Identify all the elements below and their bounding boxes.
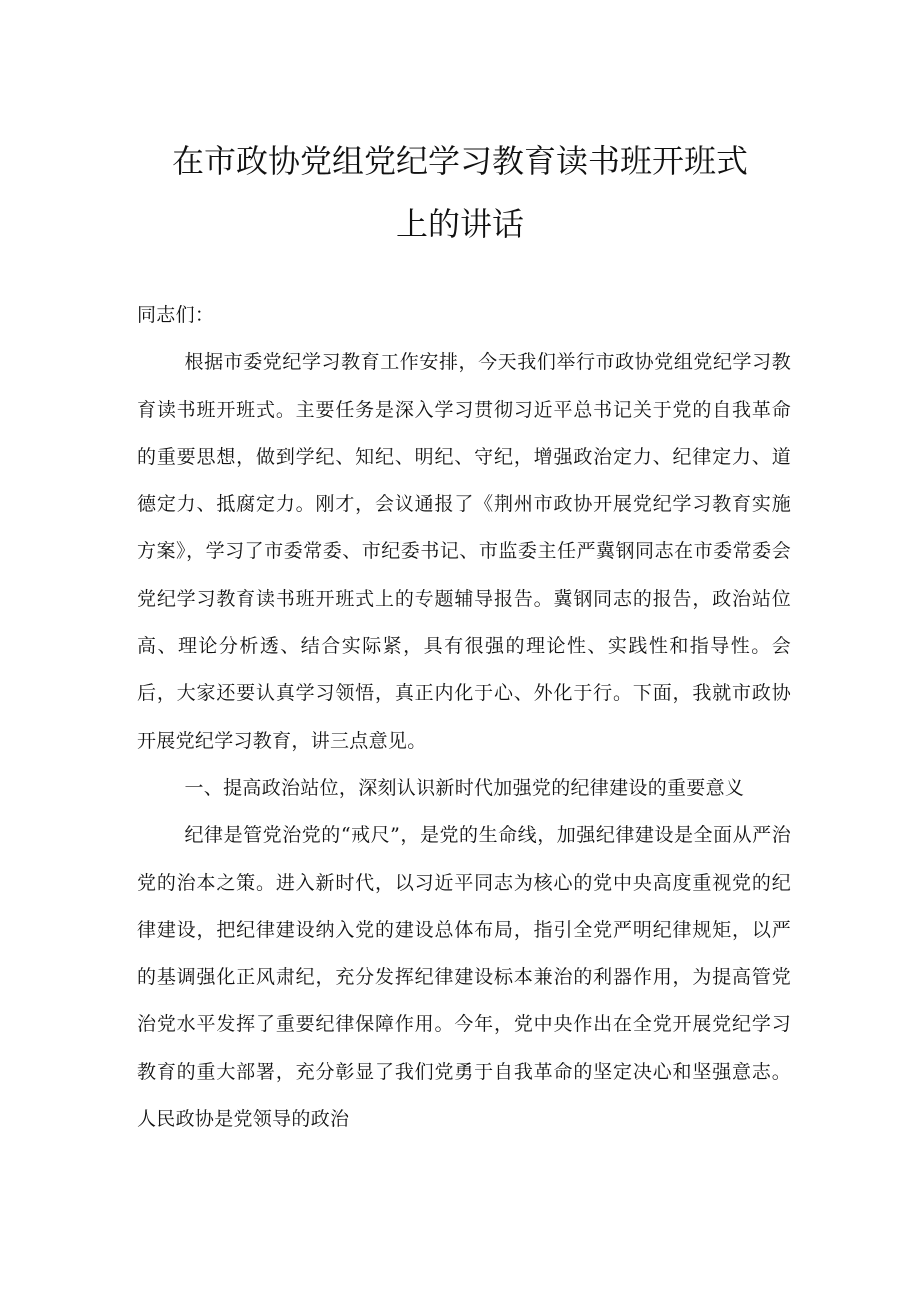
- section-heading-1: 一、提高政治站位，深刻认识新时代加强党的纪律建设的重要意义: [184, 776, 745, 799]
- paragraph-discipline: 纪律是管党治党的“戒尺”，是党的生命线，加强纪律建设是全面从严治党的治本之策。进入新时代，以习近平同志为核心的党中央高度重视党的纪律建设，把纪律建设纳入党的建设总体布局，指引全党严明纪律规矩，以严的基调强化正风肃纪，充分发挥纪律建设标本兼治的利器作用，为提高管党治党水平发挥了重要纪律保障作用。今年，党中央作出在全党开展党纪学习教育的重大部署，充分彰显了我们党勇于自我革命的坚定决心和坚强意志。人民政协是党领导的政治: [137, 824, 791, 1131]
- greeting: 同志们：: [137, 304, 215, 326]
- document-body: [137, 292, 791, 1143]
- document-title-line-2: 上的讲话: [395, 205, 524, 243]
- paragraph-intro: 根据市委党纪学习教育工作安排，今天我们举行市政协党组党纪学习教育读书班开班式。主要任务是深入学习贯彻习近平总书记关于党的自我革命的重要思想，做到学纪、知纪、明纪、守纪，增强政治定力、纪律定力、道德定力、抵腐定力。刚才，会议通报了《荆州市政协开展党纪学习教育实施方案》，学习了市委常委、市纪委书记、市监委主任严冀钢同志在市委常委会党纪学习教育读书班开班式上的专题辅导报告。冀钢同志的报告，政治站位高、理论分析透、结合实际紧，具有很强的理论性、实践性和指导性。会后，大家还要认真学习领悟，真正内化于心、外化于行。下面，我就市政协开展党纪学习教育，讲三点意见。: [137, 351, 791, 752]
- document-title-line-1: 在市政协党组党纪学习教育读书班开班式: [171, 142, 748, 180]
